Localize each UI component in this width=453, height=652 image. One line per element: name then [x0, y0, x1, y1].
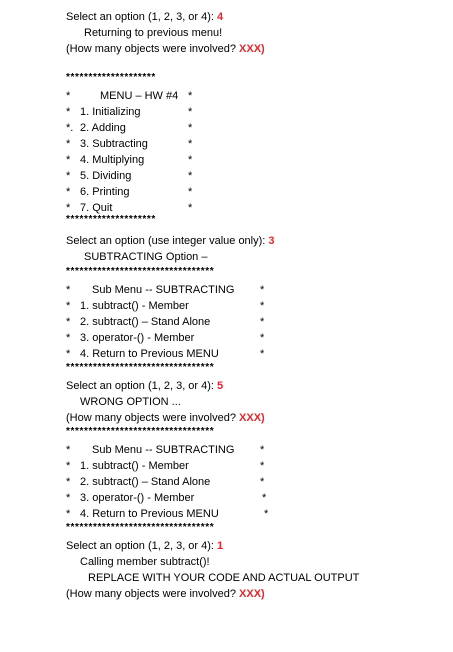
submenu-title: Sub Menu -- SUBTRACTING [92, 444, 235, 456]
menu-item: * 6. Printing * [66, 186, 193, 198]
input-value: 3 [268, 235, 275, 247]
menu-item: * 1. Initializing * [66, 106, 193, 118]
prompt-line [0, 9, 224, 25]
star-border-bottom: ********************************* [66, 362, 215, 373]
prompt-line [0, 233, 275, 249]
submenu-item: * 2. subtract() – Stand Alone * [66, 316, 265, 328]
submenu-item: * 1. subtract() - Member * [66, 460, 265, 472]
input-value: 4 [217, 11, 224, 23]
message-line [0, 249, 208, 265]
menu-item: * 7. Quit * [66, 202, 193, 214]
submenu-title-row: * Sub Menu -- SUBTRACTING * [66, 444, 265, 456]
menu-title-row: * MENU – HW #4 * [66, 90, 193, 102]
submenu-item: * 4. Return to Previous MENU * [66, 348, 265, 360]
objects-text: (How many objects were involved? [66, 43, 240, 55]
prompt-text: Select an option (use integer value only): [66, 235, 269, 247]
objects-text: (How many objects were involved? [66, 412, 240, 424]
replace-note [0, 570, 360, 586]
input-value: 5 [217, 380, 224, 392]
replace-note-text: REPLACE WITH YOUR CODE AND ACTUAL OUTPUT [88, 572, 360, 584]
objects-placeholder: XXX) [239, 588, 265, 600]
message-text: WRONG OPTION ... [80, 396, 181, 408]
menu-item: * 4. Multiplying * [66, 154, 193, 166]
message-line [0, 394, 181, 410]
star-border-top: ******************** [66, 72, 156, 83]
star-border-bottom: ********************************* [66, 522, 215, 533]
menu-title: MENU – HW #4 [100, 90, 179, 102]
submenu-title: Sub Menu -- SUBTRACTING [92, 284, 235, 296]
message-line [0, 25, 223, 41]
menu-item: *. 2. Adding * [66, 122, 193, 134]
objects-line [0, 586, 265, 602]
objects-placeholder: XXX) [239, 412, 265, 424]
message-text: SUBTRACTING Option – [84, 251, 208, 263]
menu-item: * 3. Subtracting * [66, 138, 193, 150]
objects-placeholder: XXX) [239, 43, 265, 55]
submenu-item: * 3. operator-() - Member * [66, 332, 265, 344]
objects-text: (How many objects were involved? [66, 588, 240, 600]
star-border-bottom: ******************** [66, 214, 156, 225]
prompt-text: Select an option (1, 2, 3, or 4): [66, 11, 218, 23]
star-border-top: ********************************* [66, 426, 215, 437]
star-border-top: ********************************* [66, 266, 215, 277]
input-value: 1 [217, 540, 224, 552]
submenu-title-row: * Sub Menu -- SUBTRACTING * [66, 284, 265, 296]
message-text: Returning to previous menu! [84, 27, 223, 39]
message-text: Calling member subtract()! [80, 556, 210, 568]
prompt-text: Select an option (1, 2, 3, or 4): [66, 380, 218, 392]
prompt-line [0, 538, 224, 554]
submenu-item: * 3. operator-() - Member * [66, 492, 267, 504]
message-line [0, 554, 210, 570]
submenu-item: * 1. subtract() - Member * [66, 300, 265, 312]
prompt-line [0, 378, 224, 394]
menu-item: * 5. Dividing * [66, 170, 193, 182]
submenu-item: * 2. subtract() – Stand Alone * [66, 476, 265, 488]
objects-line [0, 41, 265, 57]
submenu-item: * 4. Return to Previous MENU * [66, 508, 269, 520]
prompt-text: Select an option (1, 2, 3, or 4): [66, 540, 218, 552]
